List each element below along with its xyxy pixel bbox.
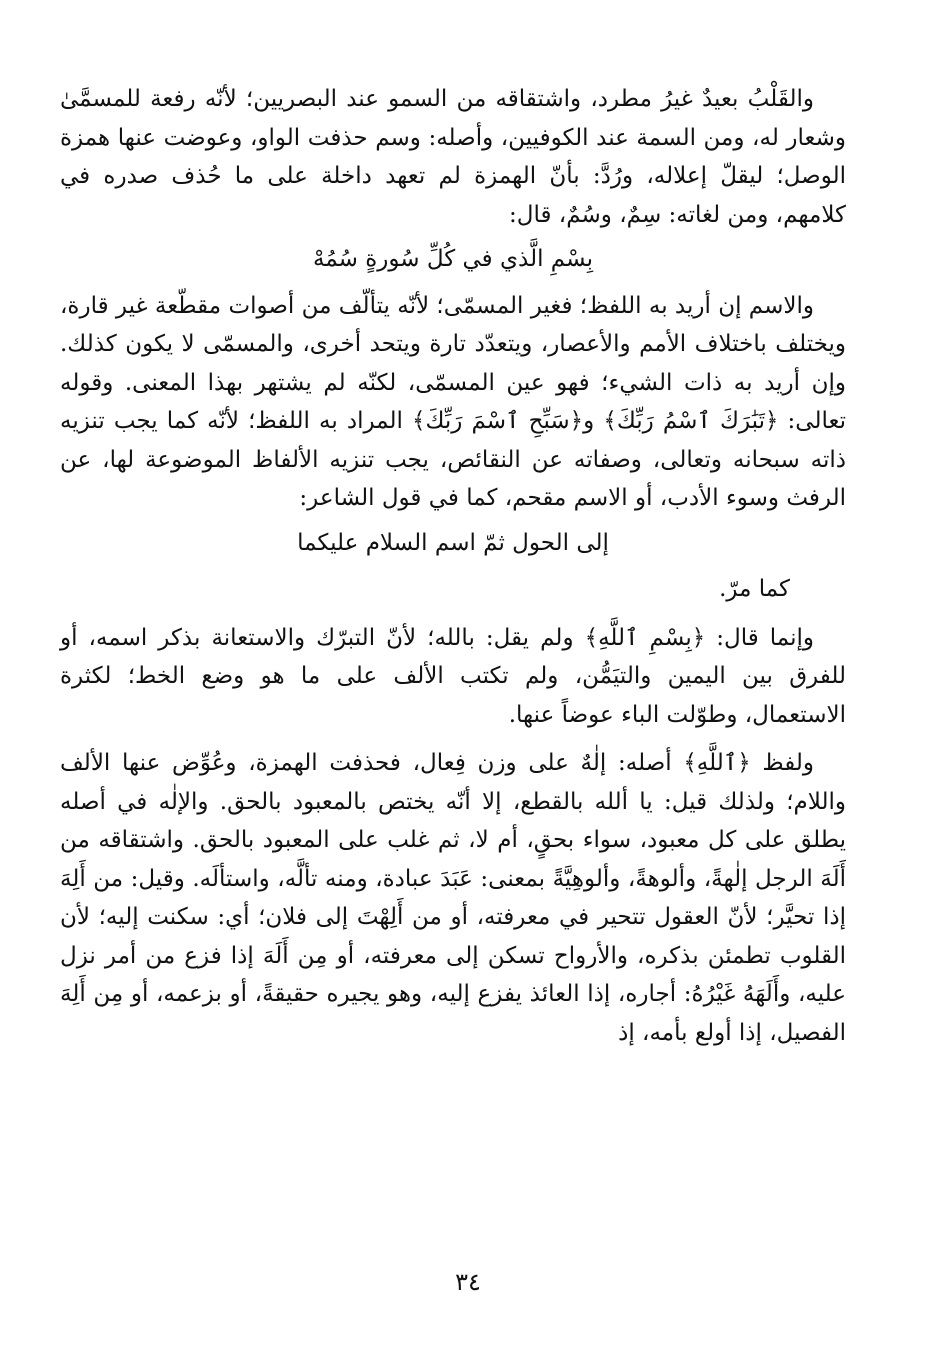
paragraph-2: والاسم إن أريد به اللفظ؛ فغير المسمّى؛ لأنّه يتألّف من أصوات مقطّعة غير قارة، ويختلف باختلاف الأمم والأعصار، ويتعدّد تارة ويتحد أخرى، والمسمّى لا يكون كذلك. وإن أريد به ذات الشيء؛ فهو عين المسمّى، لكنّه لم يشتهر بهذا المعنى. وقوله تعالى: ﴿تَبَٰرَكَ ٱسْمُ رَبِّكَ﴾ و﴿سَبِّحِ ٱسْمَ رَبِّكَ﴾ المراد به اللفظ؛ لأنّه كما يجب تنزيه ذاته سبحانه وتعالى، وصفاته عن النقائص، يجب تنزيه الألفاظ الموضوعة لها، عن الرفث وسوء الأدب، أو الاسم مقحم، كما في قول الشاعر: bbox=[60, 292, 846, 511]
verse-line-1: بِسْمِ الَّذي في كُلِّ سُورةٍ سُمُهْ bbox=[313, 246, 593, 272]
page-number: ٣٤ bbox=[455, 1268, 481, 1296]
paragraph-1: والقَلْبُ بعيدٌ غيرُ مطرد، واشتقاقه من السمو عند البصريين؛ لأنّه رفعة للمسمَّىٰ وشعار له، ومن السمة عند الكوفيين، وأصله: وسم حذفت الواو، وعوضت عنها همزة الوصل؛ ليقلّ إعلاله، ورُدَّ: بأنّ الهمزة لم تعهد داخلة على ما حُذف صدره في كلامهم، ومن لغاته: سِمٌ، وسُمٌ، قال: bbox=[60, 86, 846, 228]
verse-line-2: إلى الحول ثمّ اسم السلام عليكما bbox=[297, 529, 609, 556]
paragraph-5: ولفظ ﴿ٱللَّهِ﴾ أصله: إلٰهٌ على وزن فِعال، فحذفت الهمزة، وعُوِّض عنها الألف واللام؛ ولذلك قيل: يا ألله بالقطع، إلا أنّه يختص بالمعبود بالحق. والإلٰه في أصله يطلق على كل معبود، سواء بحقٍ، أم لا، ثم غلب على المعبود بالحق. واشتقاقه من أَلَهَ الرجل إلٰهةً، وألوهةً، وألوهِيَّةً بمعنى: عَبَدَ عبادة، ومنه تألَّه، واستألَه. وقيل: من أَلِهَ إذا تحيَّر؛ لأنّ العقول تتحير في معرفته، أو من أَلِهْتَ إلى فلان؛ أي: سكنت إليه؛ لأن القلوب تطمئن بذكره، والأرواح تسكن إلى معرفته، أو مِن أَلَهَ إذا فزع من أمر نزل عليه، وأَلَهَهُ غَيْرُهُ: أجاره، إذا العائذ يفزع إليه، وهو يجيره حقيقةً، أو بزعمه، أو مِن أَلِهَ الفصيل، إذا أولع بأمه، إذ bbox=[60, 750, 846, 1046]
paragraph-4: وإنما قال: ﴿بِسْمِ ٱللَّهِ﴾ ولم يقل: بالله؛ لأنّ التبرّك والاستعانة بذكر اسمه، أو للفرق بين اليمين والتيَمُّن، ولم تكتب الألف على ما هو وضع الخط؛ لكثرة الاستعمال، وطوّلت الباء عوضاً عنها. bbox=[60, 624, 846, 728]
paragraph-3: كما مرّ. bbox=[719, 576, 790, 602]
